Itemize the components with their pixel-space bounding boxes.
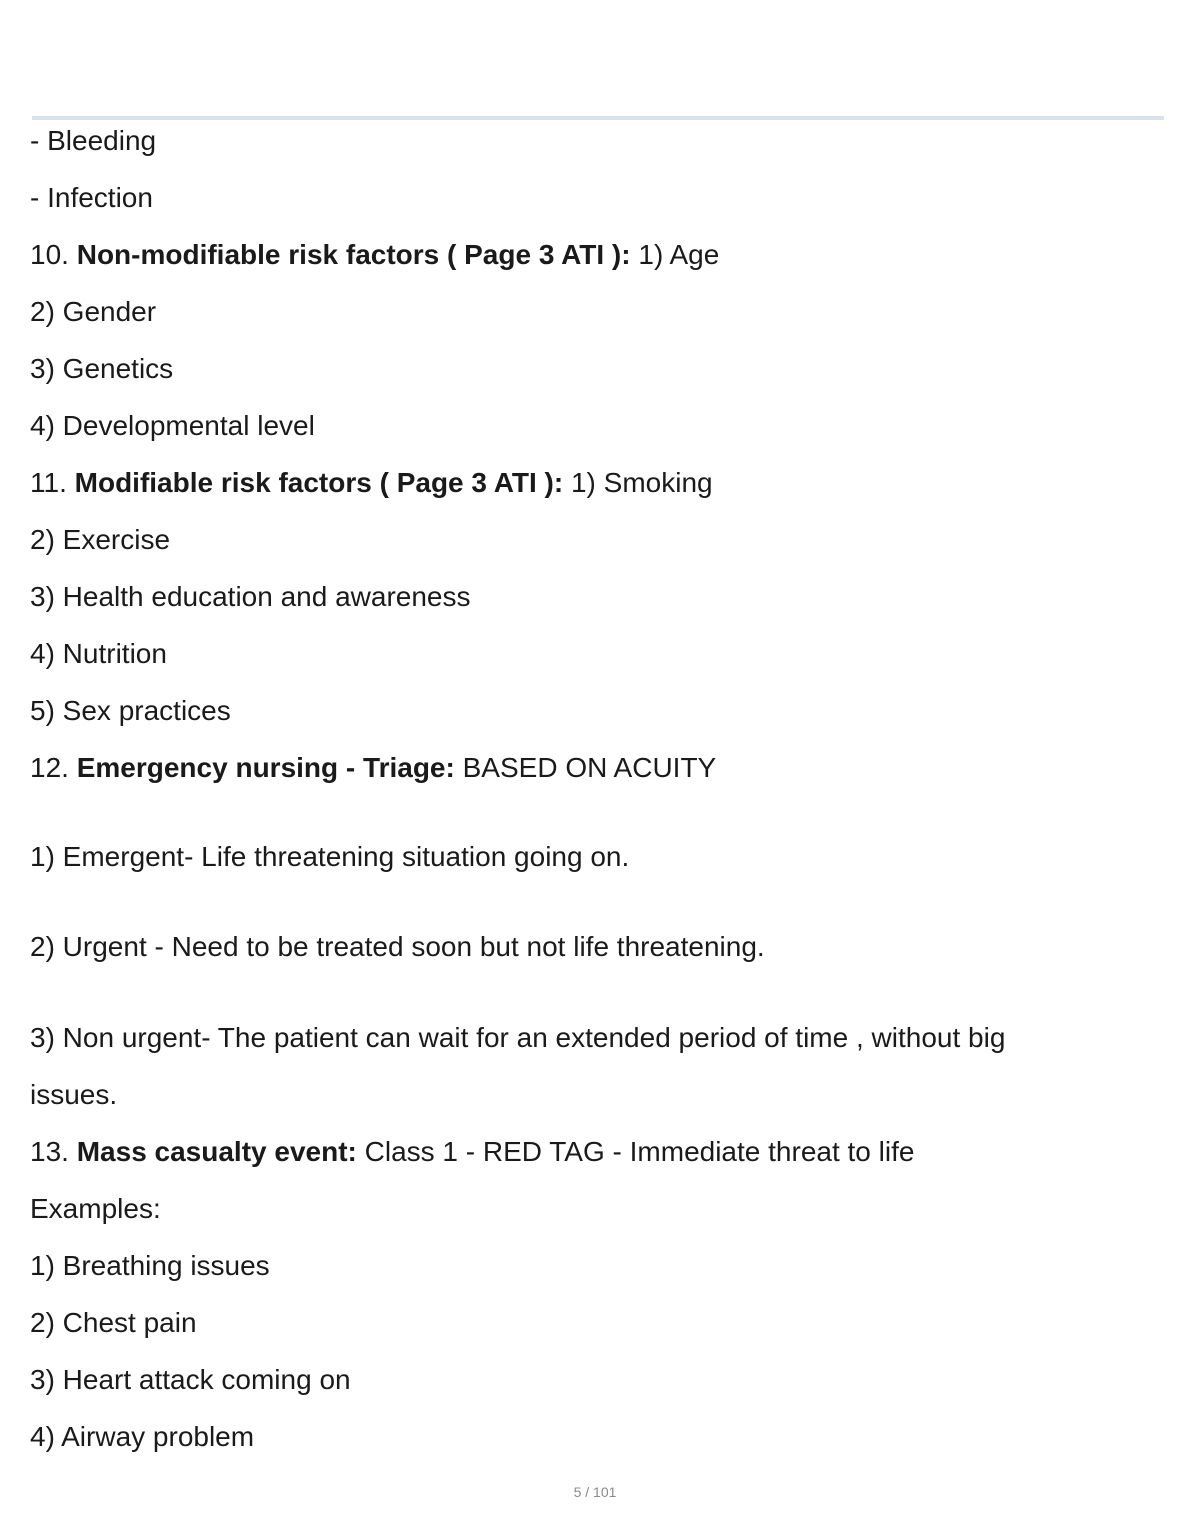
item-11-label: Modifiable risk factors ( Page 3 ATI ):	[74, 467, 564, 498]
item-10-label: Non-modifiable risk factors ( Page 3 ATI ):	[76, 239, 631, 270]
item-12-first: BASED ON ACUITY	[462, 752, 717, 783]
item-12-number: 12.	[30, 752, 69, 783]
item-11-heading	[30, 466, 713, 500]
list-item: 2) Gender	[30, 296, 157, 327]
examples-label: Examples:	[30, 1193, 161, 1224]
list-item: 2) Chest pain	[30, 1307, 197, 1338]
list-item: 1) Breathing issues	[30, 1250, 270, 1281]
list-item: 5) Sex practices	[30, 695, 231, 726]
list-item: 3) Non urgent- The patient can wait for an extended period of time , without big	[30, 1022, 1006, 1053]
list-item: 3) Health education and awareness	[30, 581, 471, 612]
item-13-number: 13.	[30, 1136, 69, 1167]
list-item: 1) Emergent- Life threatening situation going on.	[30, 841, 630, 872]
page-number: 5 / 101	[573, 1484, 617, 1500]
item-13-first: Class 1 - RED TAG - Immediate threat to life	[364, 1136, 915, 1167]
header-divider	[32, 116, 1164, 120]
item-10-first: 1) Age	[638, 239, 720, 270]
item-13-label: Mass casualty event:	[76, 1136, 357, 1167]
list-item: 2) Exercise	[30, 524, 171, 555]
item-10-heading	[30, 238, 719, 272]
list-item: 4) Developmental level	[30, 410, 315, 441]
item-12-label: Emergency nursing - Triage:	[76, 752, 455, 783]
item-12-heading	[30, 751, 716, 785]
list-item: 2) Urgent - Need to be treated soon but not life threatening.	[30, 931, 765, 962]
bullet-bleeding: - Bleeding	[30, 125, 157, 156]
list-item: 3) Heart attack coming on	[30, 1364, 351, 1395]
list-item-continuation: issues.	[30, 1079, 118, 1110]
list-item: 3) Genetics	[30, 353, 174, 384]
bullet-infection: - Infection	[30, 182, 153, 213]
item-13-heading	[30, 1135, 914, 1169]
list-item: 4) Nutrition	[30, 638, 167, 669]
item-11-number: 11.	[30, 467, 67, 498]
item-10-number: 10.	[30, 239, 69, 270]
list-item: 4) Airway problem	[30, 1421, 255, 1452]
item-11-first: 1) Smoking	[570, 467, 713, 498]
